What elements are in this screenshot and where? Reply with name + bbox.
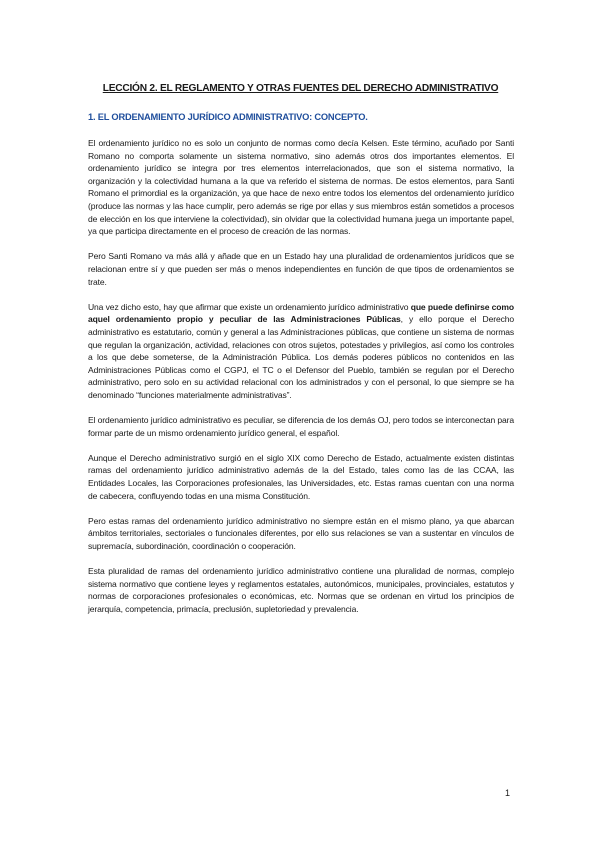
paragraph-7: Esta pluralidad de ramas del ordenamiento jurídico administrativo contiene una pluralidad de normas, complejo sistema normativo que contiene leyes y reglamentos estatales, autonómicos, municipales, provinciales, estatutos y normas de corporaciones profesionales o económicas, etc. Normas que se ordenan en virtud los principios de jerarquía, competencia, primacía, preclusión, supletoriedad y prevalencia. (88, 566, 514, 614)
paragraph-5: Aunque el Derecho administrativo surgió en el siglo XIX como Derecho de Estado, actualmente existen distintas ramas del ordenamiento jurídico administrativo además de la del Estado, tales como las de las CCAA, las Entidades Locales, las Corporaciones profesionales, las Universidades, etc. Estas ramas cuentan con una norma de cabecera, confluyendo todas en una misma Constitución. (88, 452, 514, 501)
paragraph-3-bold-definition: que puede definirse como aquel ordenamiento propio y peculiar de las Administraciones Públicas (88, 301, 514, 325)
paragraph-2: Pero Santi Romano va más allá y añade que en un Estado hay una pluralidad de ordenamientos jurídicos que se relacionan entre sí y que pueden ser más o menos independientes en función de que tipos de ordenamientos se trate. (88, 251, 514, 287)
paragraph-6: Pero estas ramas del ordenamiento jurídico administrativo no siempre están en el mismo plano, ya que abarcan ámbitos territoriales, sectoriales o funcionales diferentes, por ello sus relaciones se van a sustentar en vínculos de supremacía, subordinación, coordinación o cooperación. (88, 515, 514, 551)
paragraph-3-start: Una vez dicho esto, hay que afirmar que existe un ordenamiento jurídico administrativo (88, 301, 411, 312)
paragraph-1: El ordenamiento jurídico no es solo un conjunto de normas como decía Kelsen. Este término, acuñado por Santi Romano no comporta solamente un sistema normativo, sino además otros dos importantes elementos. El ordenamiento jurídico se integra por tres elementos interrelacionados, que son el sistema normativo, la organización y la colectividad humana a la que va referido el sistema de normas. De estos elementos, para Santi Romano el primordial es la organización, ya que hace de nexo entre todos los elementos del ordenamiento jurídico (produce las normas y las hace cumplir, pero además se rige por ellas y sus miembros están sometidos a procesos de elección en los que interviene la colectividad), sin olvidar que la colectividad humana juega un importante papel, ya que participa directamente en el proceso de creación de las normas. (88, 138, 514, 237)
body-text (88, 137, 514, 628)
paragraph-3 (88, 301, 514, 402)
paragraph-3-end: , y ello porque el Derecho administrativo es estatutario, común y general a las Administraciones públicas, que contiene un sistema de normas que regulan la organización, actividad, relaciones con otros sujetos, potestades y privilegios, así como los controles a los que debe someterse, de la Administración Pública. Los demás poderes públicos no contenidos en las Administraciones Públicas como el CGPJ, el TC o el Defensor del Pueblo, también se regulan por el Derecho administrativo, pero solo en su actividad relacional con los administrados y con el personal, lo que siempre se ha denominado “funciones materialmente administrativas”. (88, 314, 514, 400)
page-number: 1 (505, 788, 511, 798)
section-title: 1. EL ORDENAMIENTO JURÍDICO ADMINISTRATIVO: CONCEPTO. (88, 112, 368, 122)
paragraph-4: El ordenamiento jurídico administrativo es peculiar, se diferencia de los demás OJ, pero todos se interconectan para formar parte de un mismo ordenamiento jurídico general, el español. (88, 415, 515, 438)
lesson-title: LECCIÓN 2. EL REGLAMENTO Y OTRAS FUENTES DEL DERECHO ADMINISTRATIVO (102, 83, 499, 94)
